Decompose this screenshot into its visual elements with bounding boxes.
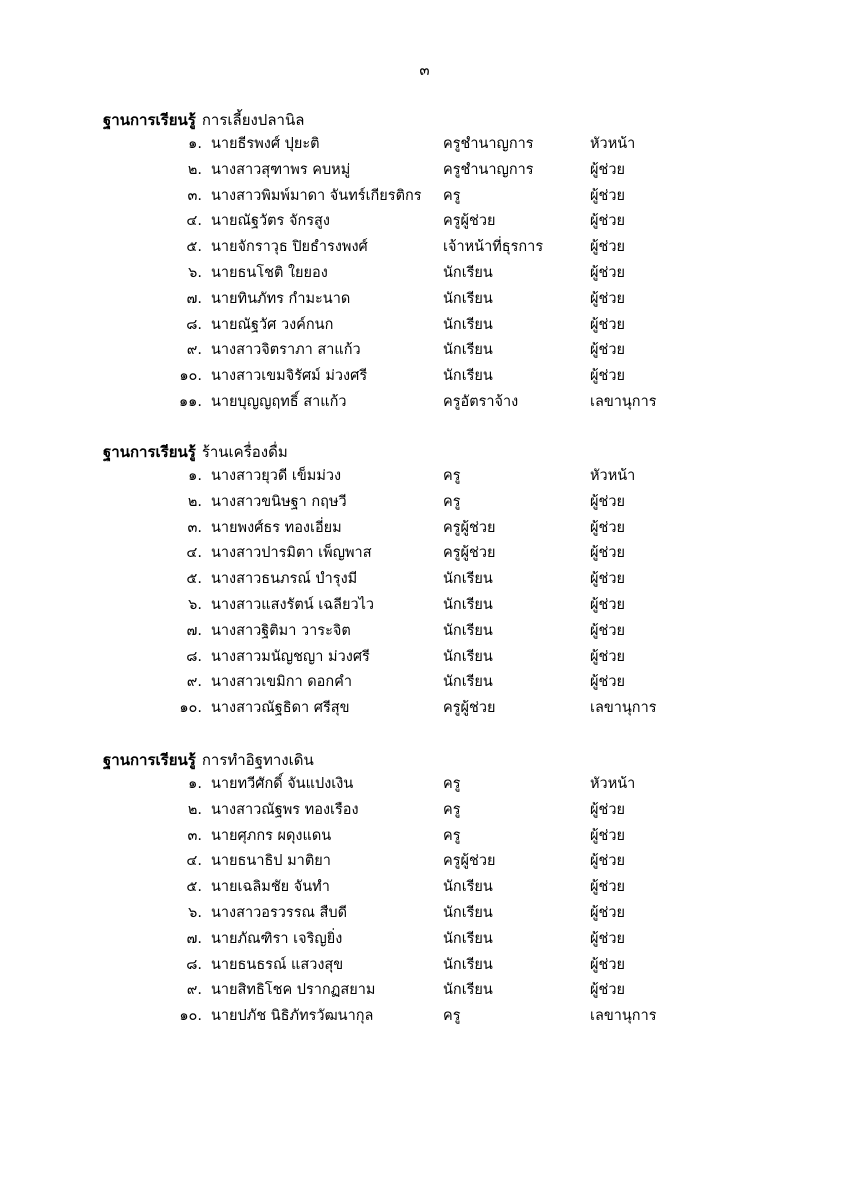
member-name: นายณัฐวัศ วงค์กนก	[211, 316, 334, 333]
member-name: นายธีรพงศ์ ปุยะติ	[211, 136, 320, 152]
member-duty: ผู้ช่วย	[590, 316, 625, 333]
member-row	[0, 313, 849, 339]
member-name: นางสาวมนัญชญา ม่วงศรี	[211, 648, 370, 665]
member-duty: ผู้ช่วย	[590, 161, 625, 178]
member-name: นางสาวเขมิกา ดอกคำ	[211, 674, 352, 691]
member-name: นางสาวปารมิตา เพ็ญพาส	[211, 545, 372, 562]
member-position: นักเรียน	[443, 597, 493, 613]
member-name: นายทินภัทร กำมะนาด	[211, 290, 351, 307]
member-row	[0, 464, 849, 490]
member-name: นายณัฐวัตร จักรสูง	[211, 213, 330, 230]
member-number: ๕.	[186, 879, 202, 896]
member-position: ครูอัตราจ้าง	[443, 394, 519, 410]
member-number: ๖.	[188, 597, 202, 613]
member-row	[0, 645, 849, 671]
member-row	[0, 593, 849, 619]
member-row	[0, 338, 849, 364]
member-position: ครูผู้ช่วย	[443, 213, 496, 230]
member-duty: เลขานุการ	[590, 394, 657, 410]
member-number: ๑๐.	[179, 1008, 202, 1025]
member-name: นางสาวณัฐพร ทองเรือง	[211, 801, 359, 818]
member-duty: ผู้ช่วย	[590, 571, 625, 588]
member-row	[0, 390, 849, 416]
section-name: การทำอิฐทางเดิน	[201, 751, 314, 769]
member-position: นักเรียน	[443, 342, 493, 359]
member-duty: ผู้ช่วย	[590, 930, 625, 947]
member-number: ๑.	[188, 776, 202, 792]
member-number: ๓.	[187, 827, 202, 844]
member-row	[0, 132, 849, 158]
member-position: ครู	[443, 827, 461, 844]
member-name: นางสาวจิตราภา สาแก้ว	[211, 342, 361, 359]
member-name: นางสาวแสงรัตน์ เฉลียวไว	[211, 597, 375, 613]
member-duty: หัวหน้า	[590, 468, 636, 484]
member-duty: ผู้ช่วย	[590, 213, 625, 230]
member-number: ๔.	[186, 545, 202, 562]
member-duty: ผู้ช่วย	[590, 545, 625, 562]
member-position: นักเรียน	[443, 956, 493, 973]
member-row	[0, 875, 849, 901]
member-position: ครู	[443, 468, 461, 484]
member-row	[0, 209, 849, 235]
member-position: นักเรียน	[443, 930, 493, 947]
member-row	[0, 158, 849, 184]
member-number: ๑.	[188, 468, 202, 484]
member-duty: ผู้ช่วย	[590, 493, 625, 510]
member-row	[0, 516, 849, 542]
member-row	[0, 364, 849, 390]
member-row	[0, 184, 849, 210]
member-number: ๙.	[186, 982, 202, 999]
member-duty: ผู้ช่วย	[590, 265, 625, 281]
member-number: ๙.	[186, 674, 202, 691]
member-position: ครูผู้ช่วย	[443, 519, 496, 536]
member-duty: ผู้ช่วย	[590, 982, 625, 999]
member-name: นางสาวอรวรรณ สืบดี	[211, 905, 348, 921]
member-position: นักเรียน	[443, 368, 493, 385]
member-name: นายสิทธิโชค ปรากฏสยาม	[211, 982, 376, 999]
member-duty: ผู้ช่วย	[590, 905, 625, 921]
member-position: ครูชำนาญการ	[443, 136, 534, 152]
member-name: นายเฉลิมชัย จันทำ	[211, 879, 330, 896]
member-position: ครูผู้ช่วย	[443, 853, 496, 870]
member-position: นักเรียน	[443, 571, 493, 588]
member-name: นายธนาธิป มาติยา	[211, 853, 331, 870]
member-name: นางสาวเขมจิรัศม์ ม่วงศรี	[211, 368, 368, 385]
member-row	[0, 235, 849, 261]
section-heading: ฐานการเรียนรู้	[103, 751, 196, 769]
member-duty: ผู้ช่วย	[590, 879, 625, 896]
member-name: นายธนโชติ ใยยอง	[211, 265, 328, 281]
member-position: ครู	[443, 801, 461, 818]
member-number: ๑๐.	[179, 700, 202, 717]
member-row	[0, 927, 849, 953]
member-row	[0, 619, 849, 645]
member-duty: เลขานุการ	[590, 1008, 657, 1025]
section-heading: ฐานการเรียนรู้	[103, 111, 196, 129]
member-duty: ผู้ช่วย	[590, 342, 625, 359]
member-row	[0, 824, 849, 850]
member-position: ครู	[443, 187, 461, 204]
member-number: ๑๑.	[178, 394, 202, 410]
member-number: ๕.	[186, 239, 202, 256]
member-name: นายภัณฑิรา เจริญยิ่ง	[211, 930, 343, 947]
member-number: ๒.	[187, 161, 202, 178]
member-number: ๙.	[186, 342, 202, 359]
member-name: นายศุภกร ผดุงแดน	[211, 827, 332, 844]
member-number: ๗.	[186, 290, 202, 307]
member-number: ๘.	[186, 316, 202, 333]
section-name: ร้านเครื่องดื่ม	[201, 443, 288, 461]
member-position: ครู	[443, 776, 461, 792]
member-duty: ผู้ช่วย	[590, 519, 625, 536]
member-row	[0, 567, 849, 593]
section-title	[103, 748, 314, 772]
member-name: นายทวีศักดิ์ จันแปงเงิน	[211, 776, 354, 792]
member-duty: ผู้ช่วย	[590, 801, 625, 818]
member-name: นางสาวขนิษฐา กฤษวี	[211, 493, 347, 510]
member-name: นางสาวฐิติมา วาระจิต	[211, 622, 351, 639]
member-name: นายบุญญฤทธิ์ สาแก้ว	[211, 394, 347, 410]
member-position: นักเรียน	[443, 622, 493, 639]
member-position: นักเรียน	[443, 265, 493, 281]
member-position: ครูผู้ช่วย	[443, 545, 496, 562]
member-position: นักเรียน	[443, 316, 493, 333]
member-position: นักเรียน	[443, 674, 493, 691]
member-name: นายปภัช นิธิภัทรวัฒนากุล	[211, 1008, 374, 1025]
member-row	[0, 490, 849, 516]
member-number: ๗.	[186, 930, 202, 947]
member-name: นางสาวยุวดี เข็มม่วง	[211, 468, 342, 484]
member-name: นายพงศ์ธร ทองเอี่ยม	[211, 519, 342, 536]
member-row	[0, 670, 849, 696]
member-number: ๕.	[186, 571, 202, 588]
member-name: นางสาวณัฐธิดา ศรีสุข	[211, 700, 350, 717]
member-number: ๔.	[186, 213, 202, 230]
member-position: นักเรียน	[443, 879, 493, 896]
member-position: ครู	[443, 1008, 461, 1025]
member-row	[0, 798, 849, 824]
member-duty: เลขานุการ	[590, 700, 657, 717]
member-position: ครูชำนาญการ	[443, 161, 534, 178]
member-row	[0, 696, 849, 722]
member-number: ๔.	[186, 853, 202, 870]
member-duty: ผู้ช่วย	[590, 597, 625, 613]
member-name: นายจักราวุธ ปิยธำรงพงศ์	[211, 239, 368, 256]
member-number: ๒.	[187, 801, 202, 818]
member-duty: ผู้ช่วย	[590, 622, 625, 639]
member-position: ครูผู้ช่วย	[443, 700, 496, 717]
section-heading: ฐานการเรียนรู้	[103, 443, 196, 461]
section-title	[103, 108, 304, 132]
member-row	[0, 1004, 849, 1030]
member-row	[0, 901, 849, 927]
member-duty: หัวหน้า	[590, 776, 636, 792]
member-duty: ผู้ช่วย	[590, 290, 625, 307]
member-number: ๖.	[188, 905, 202, 921]
member-position: นักเรียน	[443, 905, 493, 921]
member-duty: ผู้ช่วย	[590, 674, 625, 691]
member-position: นักเรียน	[443, 290, 493, 307]
member-duty: ผู้ช่วย	[590, 648, 625, 665]
member-duty: ผู้ช่วย	[590, 956, 625, 973]
member-number: ๗.	[186, 622, 202, 639]
member-position: นักเรียน	[443, 982, 493, 999]
member-number: ๑๐.	[179, 368, 202, 385]
member-number: ๘.	[186, 648, 202, 665]
member-duty: ผู้ช่วย	[590, 368, 625, 385]
member-number: ๓.	[187, 519, 202, 536]
member-row	[0, 953, 849, 979]
member-duty: หัวหน้า	[590, 136, 636, 152]
member-duty: ผู้ช่วย	[590, 853, 625, 870]
member-number: ๑.	[188, 136, 202, 152]
member-number: ๒.	[187, 493, 202, 510]
member-name: นางสาวพิมพ์มาดา จันทร์เกียรติกร	[211, 187, 422, 204]
section-name: การเลี้ยงปลานิล	[201, 111, 305, 129]
member-number: ๘.	[186, 956, 202, 973]
member-name: นายธนธรณ์ แสวงสุข	[211, 956, 344, 973]
member-row	[0, 287, 849, 313]
member-row	[0, 978, 849, 1004]
member-position: เจ้าหน้าที่ธุรการ	[443, 239, 544, 256]
member-position: ครู	[443, 493, 461, 510]
member-row	[0, 772, 849, 798]
member-position: นักเรียน	[443, 648, 493, 665]
member-duty: ผู้ช่วย	[590, 187, 625, 204]
member-duty: ผู้ช่วย	[590, 239, 625, 256]
member-row	[0, 541, 849, 567]
member-name: นางสาวสุฑาพร คบหมู่	[211, 161, 351, 178]
page-number: ๓	[419, 61, 430, 79]
member-name: นางสาวธนภรณ์ บำรุงมี	[211, 571, 358, 588]
section-title	[103, 440, 288, 464]
member-number: ๖.	[188, 265, 202, 281]
member-duty: ผู้ช่วย	[590, 827, 625, 844]
member-row	[0, 261, 849, 287]
member-row	[0, 849, 849, 875]
member-number: ๓.	[187, 187, 202, 204]
